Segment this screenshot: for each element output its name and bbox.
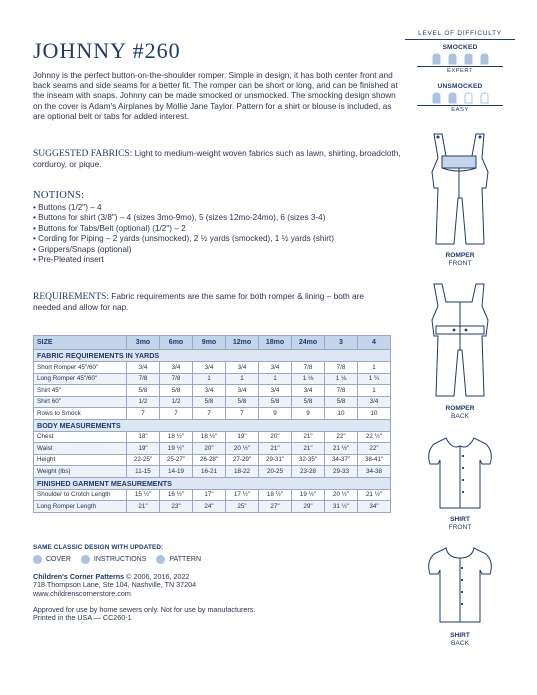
- table-cell: 7/8: [160, 373, 193, 385]
- thimble-icon: [462, 53, 475, 65]
- table-row: [34, 501, 391, 513]
- table-cell: 7/8: [292, 362, 325, 374]
- table-cell: 7/8: [325, 362, 358, 374]
- romper-back-caption: [430, 405, 490, 420]
- table-cell: 5/8: [325, 396, 358, 408]
- table-cell: 18-22: [226, 466, 259, 478]
- table-cell: 31 ½": [325, 501, 358, 513]
- smocked-thimble-rating: [405, 53, 515, 65]
- shirt-back-illustration: [424, 540, 496, 628]
- table-cell: 26-28": [193, 454, 226, 466]
- table-row-label: Weight (lbs): [34, 466, 127, 478]
- table-cell: 19 ½": [292, 489, 325, 501]
- romper-front-caption: [430, 252, 490, 267]
- table-cell: 1 ⅛: [325, 373, 358, 385]
- updated-item-instructions: [81, 555, 147, 564]
- table-row-label: Height: [34, 454, 127, 466]
- smocked-level: EXPERT: [417, 66, 503, 74]
- unsmocked-label: UNSMOCKED: [437, 83, 483, 90]
- table-cell: 21": [259, 443, 292, 455]
- caption-sub: BACK: [451, 412, 469, 420]
- caption-sub: BACK: [451, 639, 469, 647]
- company-name: Children's Corner Patterns: [33, 572, 125, 581]
- thimble-icon: [462, 92, 475, 104]
- table-cell: 16 ½": [160, 489, 193, 501]
- table-cell: 19 ½": [160, 443, 193, 455]
- caption-title: SHIRT: [450, 516, 470, 523]
- caption-title: ROMPER: [445, 405, 475, 412]
- size-header-cell: 4: [358, 336, 391, 350]
- table-cell: 7/8: [325, 385, 358, 397]
- table-cell: 18 ½": [259, 489, 292, 501]
- table-cell: 7/8: [127, 373, 160, 385]
- table-cell: 21": [292, 443, 325, 455]
- notions-heading: NOTIONS:: [33, 190, 85, 201]
- shirt-front-illustration: [424, 430, 496, 514]
- table-cell: 32-35": [292, 454, 325, 466]
- table-row-label: Shoulder to Crotch Length: [34, 489, 127, 501]
- requirements: [33, 291, 393, 312]
- notion-item: • Cording for Piping – 2 yards (unsmocked), 2 ½ yards (smocked), 1 ½ yards (shirt): [33, 234, 403, 244]
- table-row: [34, 489, 391, 501]
- table-cell: 1/2: [160, 396, 193, 408]
- notion-item: • Buttons for Tabs/Belt (optional) (1/2") – 2: [33, 224, 403, 234]
- pattern-title: JOHNNY #260: [33, 38, 181, 63]
- table-row-label: Short Romper 45"/60": [34, 362, 127, 374]
- table-section-row: [34, 350, 391, 362]
- table-cell: 16-21: [193, 466, 226, 478]
- table-cell: 21": [127, 501, 160, 513]
- caption-title: SHIRT: [450, 632, 470, 639]
- table-cell: 21": [292, 431, 325, 443]
- table-cell: 20 ½": [226, 443, 259, 455]
- fabrics-label: SUGGESTED FABRICS:: [33, 149, 133, 159]
- table-cell: 3/4: [259, 362, 292, 374]
- table-cell: 1: [358, 385, 391, 397]
- notion-item: • Buttons for shirt (3/8") – 4 (sizes 3mo-9mo), 5 (sizes 12mo-24mo), 6 (sizes 3-4): [33, 213, 403, 223]
- table-row: [34, 362, 391, 374]
- table-cell: 29-33: [325, 466, 358, 478]
- size-header-cell: 12mo: [226, 336, 259, 350]
- table-cell: 29": [292, 501, 325, 513]
- table-cell: 34-38: [358, 466, 391, 478]
- table-cell: 3/4: [226, 362, 259, 374]
- approval-notice: [33, 606, 255, 623]
- table-section-row: [34, 477, 391, 489]
- updated-item-pattern: [156, 555, 201, 564]
- caption-title: ROMPER: [445, 252, 475, 259]
- difficulty-title: LEVEL OF DIFFICULTY: [405, 30, 515, 40]
- size-header-cell: 3: [325, 336, 358, 350]
- table-cell: 1/2: [127, 396, 160, 408]
- table-row: [34, 466, 391, 478]
- table-cell: 3/4: [193, 362, 226, 374]
- thimble-icon: [430, 92, 443, 104]
- table-cell: 5/8: [127, 385, 160, 397]
- approval-line: Approved for use by home sewers only. Not for use by manufacturers.: [33, 605, 256, 614]
- table-cell: 29-31": [259, 454, 292, 466]
- table-section-title: FABRIC REQUIREMENTS IN YARDS: [34, 350, 391, 362]
- table-cell: 18": [127, 431, 160, 443]
- table-row-label: Waist: [34, 443, 127, 455]
- table-cell: 18 ½": [160, 431, 193, 443]
- table-cell: 1: [193, 373, 226, 385]
- shirt-back-caption: [430, 632, 490, 647]
- size-header-row: [34, 336, 391, 350]
- size-header-cell: 18mo: [259, 336, 292, 350]
- copyright: © 2006, 2016, 2022: [124, 572, 190, 581]
- thimble-icon: [446, 53, 459, 65]
- table-cell: 3/4: [358, 396, 391, 408]
- smocked-label: SMOCKED: [442, 44, 478, 51]
- table-row-label: Shirt 60": [34, 396, 127, 408]
- table-cell: 17 ½": [226, 489, 259, 501]
- table-row: [34, 408, 391, 420]
- table-cell: 34-37": [325, 454, 358, 466]
- updated-label: COVER: [46, 556, 71, 563]
- thimble-icon: [478, 92, 491, 104]
- table-cell: 14-19: [160, 466, 193, 478]
- circle-icon: [81, 555, 90, 564]
- table-cell: 27": [259, 501, 292, 513]
- company-info: [33, 573, 196, 598]
- table-cell: 25-27": [160, 454, 193, 466]
- size-header-cell: 6mo: [160, 336, 193, 350]
- table-cell: 7: [160, 408, 193, 420]
- table-row: [34, 443, 391, 455]
- table-cell: 5/8: [160, 385, 193, 397]
- table-cell: 5/8: [292, 396, 325, 408]
- table-cell: 3/4: [259, 385, 292, 397]
- table-cell: 27-29": [226, 454, 259, 466]
- table-row-label: Long Romper Length: [34, 501, 127, 513]
- table-cell: 19": [127, 443, 160, 455]
- updated-list: [33, 555, 201, 564]
- table-cell: 22 ½": [358, 431, 391, 443]
- difficulty-panel: [405, 30, 515, 113]
- table-cell: 18 ½": [193, 431, 226, 443]
- table-cell: 5/8: [193, 396, 226, 408]
- table-cell: 1: [226, 373, 259, 385]
- printed-line: Printed in the USA — CC260-1: [33, 613, 132, 623]
- table-cell: 20 ½": [325, 489, 358, 501]
- notion-item: • Pre-Pleated insert: [33, 255, 403, 265]
- updated-heading: SAME CLASSIC DESIGN WITH UPDATED:: [33, 544, 164, 551]
- notion-item: • Buttons (1/2") – 4: [33, 203, 403, 213]
- table-cell: 9: [259, 408, 292, 420]
- caption-sub: FRONT: [448, 259, 472, 267]
- table-row: [34, 385, 391, 397]
- table-section-row: [34, 419, 391, 431]
- table-row-label: Chest: [34, 431, 127, 443]
- updated-item-cover: [33, 555, 71, 564]
- table-cell: 22-25": [127, 454, 160, 466]
- table-row-label: Rows to Smock: [34, 408, 127, 420]
- updated-label: PATTERN: [169, 556, 202, 563]
- table-row-label: Long Romper 45"/60": [34, 373, 127, 385]
- size-header-cell: 24mo: [292, 336, 325, 350]
- table-cell: 1 ¼: [358, 373, 391, 385]
- table-cell: 23-28: [292, 466, 325, 478]
- table-row: [34, 454, 391, 466]
- notion-item: • Grippers/Snaps (optional): [33, 245, 403, 255]
- table-cell: 1 ⅛: [292, 373, 325, 385]
- thimble-icon: [446, 92, 459, 104]
- table-cell: 17": [193, 489, 226, 501]
- romper-front-illustration: [412, 128, 508, 250]
- table-cell: 10: [358, 408, 391, 420]
- table-cell: 5/8: [259, 396, 292, 408]
- suggested-fabrics: [33, 148, 401, 169]
- requirements-text: Fabric requirements are the same for both romper & lining – both are needed and allow for nap.: [33, 291, 365, 313]
- table-cell: 25": [226, 501, 259, 513]
- table-row-label: Shirt 45": [34, 385, 127, 397]
- table-cell: 3/4: [226, 385, 259, 397]
- table-section-title: BODY MEASUREMENTS: [34, 419, 391, 431]
- table-cell: 7: [193, 408, 226, 420]
- thimble-icon: [478, 53, 491, 65]
- notions-list: [33, 203, 403, 265]
- company-website[interactable]: www.childrenscornerstore.com: [33, 588, 131, 598]
- table-cell: 7: [127, 408, 160, 420]
- size-header-cell: 9mo: [193, 336, 226, 350]
- table-cell: 22": [358, 443, 391, 455]
- thimble-icon: [430, 53, 443, 65]
- table-cell: 1: [358, 362, 391, 374]
- table-cell: 1: [259, 373, 292, 385]
- romper-back-illustration: [414, 278, 506, 402]
- requirements-label: REQUIREMENTS:: [33, 292, 109, 302]
- table-cell: 7: [226, 408, 259, 420]
- table-cell: 20": [259, 431, 292, 443]
- table-cell: 19": [226, 431, 259, 443]
- table-cell: 34": [358, 501, 391, 513]
- table-row: [34, 431, 391, 443]
- unsmocked-level: EASY: [417, 105, 503, 113]
- table-cell: 21 ½": [325, 443, 358, 455]
- table-cell: 9: [292, 408, 325, 420]
- table-cell: 38-41": [358, 454, 391, 466]
- table-section-title: FINISHED GARMENT MEASUREMENTS: [34, 477, 391, 489]
- table-cell: 5/8: [226, 396, 259, 408]
- table-cell: 3/4: [193, 385, 226, 397]
- unsmocked-thimble-rating: [405, 92, 515, 104]
- table-cell: 11-15: [127, 466, 160, 478]
- table-cell: 20": [193, 443, 226, 455]
- table-cell: 3/4: [160, 362, 193, 374]
- caption-sub: FRONT: [448, 523, 472, 531]
- table-row: [34, 396, 391, 408]
- table-cell: 20-25: [259, 466, 292, 478]
- size-header-label: SIZE: [34, 336, 127, 350]
- table-cell: 10: [325, 408, 358, 420]
- fabrics-text: Light to medium-weight woven fabrics such as lawn, shirting, broadcloth, corduroy, or pique.: [33, 148, 401, 170]
- updated-label: INSTRUCTIONS: [93, 556, 147, 563]
- table-cell: 15 ½": [127, 489, 160, 501]
- size-chart-table: [33, 335, 391, 513]
- circle-icon: [33, 555, 42, 564]
- table-cell: 22": [325, 431, 358, 443]
- table-cell: 24": [193, 501, 226, 513]
- intro-paragraph: Johnny is the perfect button-on-the-shoulder romper. Simple in design, it has both center front and back seams and side seams for a better fit. The romper can be short or long, and can be finished at the inseam with snaps. Johnny can be made smocked or unsmocked. The smocking design shown on the cover is Adam's Airplanes by Mollie Jane Taylor. Pattern for a shirt or blouse is included, as are optional belt or tabs for added interest.: [33, 70, 398, 121]
- circle-icon: [156, 555, 165, 564]
- table-cell: 3/4: [292, 385, 325, 397]
- table-cell: 21 ½": [358, 489, 391, 501]
- company-address: 718 Thompson Lane, Ste 104, Nashville, TN 37204: [33, 580, 197, 590]
- size-header-cell: 3mo: [127, 336, 160, 350]
- shirt-front-caption: [430, 516, 490, 531]
- table-cell: 3/4: [127, 362, 160, 374]
- table-row: [34, 373, 391, 385]
- table-cell: 23": [160, 501, 193, 513]
